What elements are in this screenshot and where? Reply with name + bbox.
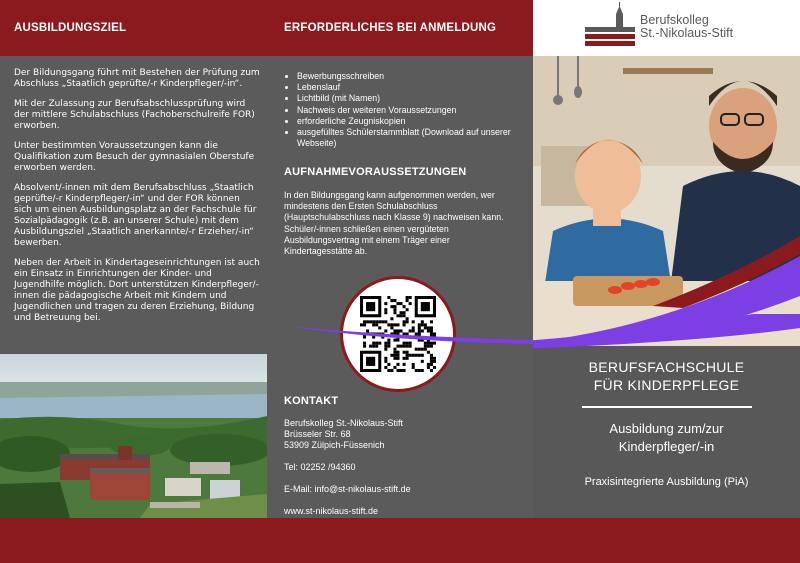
title-line-2: FÜR KINDERPFLEGE (593, 377, 740, 393)
contact-name: Berufskolleg St.-Nikolaus-Stift (284, 418, 404, 428)
list-item: • Lebenslauf (297, 82, 533, 93)
list-item: • erforderliche Zeugniskopien (297, 116, 533, 127)
heading-band-anmeldung (267, 0, 533, 56)
paragraph: Neben der Arbeit in Kindertageseinrichtungen ist auch ein Einsatz in Einrichtungen der Kinder- und Jugendhilfe möglich. Dort unterstützen Kinderpfleger/-innen die pädagogische Arbeit mit Kindern und Jugendlichen und tragen zu deren Erziehung, Bildung und Betreuung bei. (14, 258, 260, 323)
purple-swoosh-extension (266, 314, 533, 354)
heading-ausbildungsziel: AUSBILDUNGSZIEL (14, 22, 127, 34)
contact-website-link[interactable]: www.st-nikolaus-stift.de (284, 506, 379, 516)
paragraph: Absolvent/-innen mit dem Berufsabschluss „Staatlich geprüfte/-r Kinderpfleger/-in“ und der FOR können sich um einen Ausbildungsplatz an der Fachschule für Sozialpädagogik (z.B. an unserer Schule) mit dem Ausbildungsziel „Staatlich anerkannte/-r Erzieher/-in“ bewerben. (14, 183, 257, 248)
paragraph: Mit der Zulassung zur Berufsabschlussprüfung wird der mittlere Schulabschluss (Fachoberschulreife FOR) erworben. (14, 99, 255, 131)
heading-aufnahmevoraussetzungen: AUFNAHMEVORAUSSETZUNGEN (284, 166, 467, 178)
list-item: • ausgefülltes Schülerstammblatt (Download auf unserer Webseite) (297, 127, 533, 149)
subtitle-line-1: Ausbildung zum/zur (609, 421, 724, 436)
page-title (533, 358, 800, 394)
title-line-1: BERUFSFACHSCHULE (588, 359, 745, 375)
requirements-list (283, 71, 533, 149)
contact-email[interactable]: E-Mail: info@st-nikolaus-stift.de (284, 484, 411, 494)
title-divider (582, 406, 752, 408)
child-cooking-photo (533, 56, 800, 346)
contact-block (284, 418, 520, 517)
subtitle (533, 420, 800, 456)
subtitle-line-2: Kinderpfleger/-in (618, 439, 715, 454)
paragraph: Unter bestimmten Voraussetzungen kann die Qualifikation zum Besuch der gymnasialen Oberstufe erworben werden. (14, 141, 255, 173)
list-item: • Lichtbild (mit Namen) (297, 93, 533, 104)
contact-city: 53909 Zülpich-Füssenich (284, 440, 385, 450)
contact-street: Brüsseler Str. 68 (284, 429, 351, 439)
ausbildungsziel-text (14, 68, 260, 333)
logo-line-2: St.-Nikolaus-Stift (640, 26, 734, 40)
heading-anmeldung: ERFORDERLICHES BEI ANMELDUNG (284, 22, 497, 34)
paragraph: Der Bildungsgang führt mit Bestehen der Prüfung zum Abschluss „Staatlich geprüfte/-r Kinderpfleger/-in“. (14, 68, 260, 89)
list-item: • Nachweis der weiteren Voraussetzungen (297, 105, 533, 116)
footer-band (0, 518, 800, 563)
contact-phone[interactable]: Tel: 02252 /94360 (284, 462, 356, 472)
admission-text: In den Bildungsgang kann aufgenommen werden, wer mindestens den Ersten Schulabschluss (Hauptschulabschluss nach Klasse 9) nachweisen kann. Schüler/-innen schließen einen vergüteten Ausbildungsvertrag mit einem Träger einer Kindertagesstätte ab. (284, 190, 504, 257)
campus-aerial-photo (0, 354, 267, 518)
logo-text (640, 14, 733, 40)
purple-swoosh-decoration (533, 314, 800, 354)
list-item: • Bewerbungsschreiben (297, 71, 533, 82)
logo-line-1: Berufskolleg (640, 13, 709, 27)
tagline: Praxisintegrierte Ausbildung (PiA) (584, 476, 749, 488)
church-logo-icon (583, 0, 643, 56)
heading-kontakt: KONTAKT (284, 395, 339, 407)
heading-band-ausbildungsziel (0, 0, 267, 56)
